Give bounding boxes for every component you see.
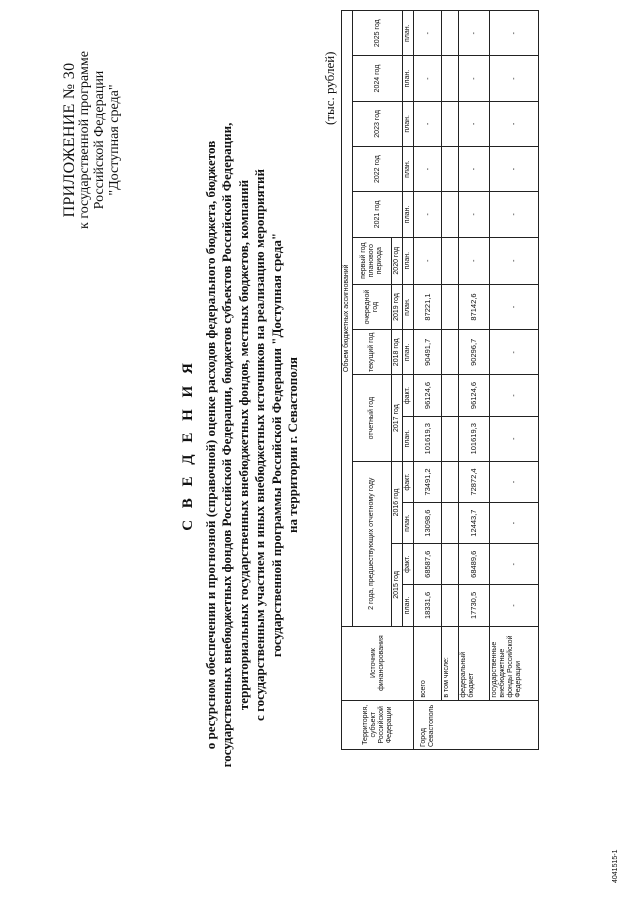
heading-line: на территории г. Севастополя (285, 357, 300, 533)
cell-value: 101619,3 (459, 416, 490, 461)
cell-value: - (490, 585, 539, 626)
units-label: (тыс. рублей) (322, 51, 337, 125)
cell-value: 73491,2 (414, 461, 442, 502)
header-fact: факт. (403, 544, 414, 585)
header-year-2017: 2017 год (392, 375, 403, 461)
header-next-year: очередной год (353, 284, 392, 329)
header-year-2015: 2015 год (392, 544, 403, 626)
row-source: в том числе: (442, 626, 459, 700)
header-plan: план. (403, 284, 414, 329)
header-fact: факт. (403, 375, 414, 416)
appendix-block (62, 15, 122, 265)
header-plan: план. (403, 146, 414, 191)
cell-value: 96124,6 (414, 375, 442, 416)
cell-value: - (459, 146, 490, 191)
cell-value: - (490, 56, 539, 101)
table-row (414, 11, 442, 750)
cell-value: - (490, 101, 539, 146)
budget-table (341, 10, 539, 750)
document-heading (180, 85, 302, 805)
cell-value: 68587,6 (414, 544, 442, 585)
cell-value: - (414, 237, 442, 284)
cell-value: 101619,3 (414, 416, 442, 461)
header-first-plan-year: первый год планового периода (353, 237, 392, 284)
cell-value: 87221,1 (414, 284, 442, 329)
appendix-line-2: Российской Федерации (92, 70, 107, 210)
cell-value: - (490, 237, 539, 284)
header-plan: план. (403, 11, 414, 56)
appendix-line-3: "Доступная среда" (107, 84, 122, 196)
cell-value: - (490, 146, 539, 191)
cell-value: 87142,6 (459, 284, 490, 329)
header-2023: 2023 год (353, 101, 403, 146)
cell-value (442, 192, 459, 237)
cell-value: - (490, 503, 539, 544)
cell-value (442, 330, 459, 375)
cell-value: - (490, 375, 539, 416)
header-2024: 2024 год (353, 56, 403, 101)
header-row-1 (342, 11, 353, 750)
cell-value: - (490, 284, 539, 329)
header-current-year: текущий год (353, 330, 392, 375)
header-plan: план. (403, 416, 414, 461)
cell-value (442, 375, 459, 416)
header-plan: план. (403, 585, 414, 626)
header-volume: Объем бюджетных ассигнований (342, 11, 353, 627)
header-plan: план. (403, 237, 414, 284)
header-year-2020: 2020 год (392, 237, 403, 284)
cell-value (442, 11, 459, 56)
header-fact: факт. (403, 461, 414, 502)
header-two-years-before: 2 года, предшествующих отчетному году (353, 461, 392, 626)
cell-value: - (414, 146, 442, 191)
header-plan: план. (403, 503, 414, 544)
cell-value: - (490, 461, 539, 502)
heading-line: государственных внебюджетных фондов Российской Федерации, бюджетов субъектов Российской Федерации, (219, 122, 234, 768)
cell-value: 90491,7 (414, 330, 442, 375)
header-2025: 2025 год (353, 11, 403, 56)
cell-value (442, 585, 459, 626)
heading-line: с государственным участием и иных внебюджетных источников на реализацию мероприятий (252, 169, 267, 721)
cell-value (442, 284, 459, 329)
row-source: федеральный бюджет (459, 626, 490, 700)
header-plan: план. (403, 192, 414, 237)
cell-value: - (459, 56, 490, 101)
cell-value: 13098,6 (414, 503, 442, 544)
cell-value (442, 56, 459, 101)
header-year-2018: 2018 год (392, 330, 403, 375)
territory-cell: Город Севастополь (414, 700, 539, 749)
cell-value: 72872,4 (459, 461, 490, 502)
cell-value: - (459, 11, 490, 56)
heading-title: С В Е Д Е Н И Я (180, 359, 196, 531)
cell-value (442, 544, 459, 585)
cell-value: - (459, 237, 490, 284)
cell-value: 18331,6 (414, 585, 442, 626)
cell-value: - (414, 101, 442, 146)
table-row (442, 11, 459, 750)
heading-line: о ресурсном обеспечении и прогнозной (справочной) оценке расходов федерального бюджета, бюджетов (202, 140, 218, 750)
cell-value: - (414, 192, 442, 237)
cell-value: - (459, 101, 490, 146)
cell-value (442, 461, 459, 502)
cell-value: - (490, 416, 539, 461)
header-plan: план. (403, 56, 414, 101)
header-plan: план. (403, 101, 414, 146)
header-year-2019: 2019 год (392, 284, 403, 329)
cell-value (442, 101, 459, 146)
table-row (459, 11, 490, 750)
row-source: всего (414, 626, 442, 700)
table-row (490, 11, 539, 750)
header-plan: план. (403, 330, 414, 375)
cell-value: - (414, 11, 442, 56)
cell-value: 12443,7 (459, 503, 490, 544)
cell-value: 96124,6 (459, 375, 490, 416)
header-year-2016: 2016 год (392, 461, 403, 543)
document-code: 4041515-1 (612, 849, 619, 883)
header-2022: 2022 год (353, 146, 403, 191)
heading-line: территориальных государственных внебюджетных фондов, местных бюджетов, компаний (235, 179, 251, 711)
cell-value: - (459, 192, 490, 237)
appendix-line-1: к государственной программе (77, 51, 92, 229)
cell-value: 68489,6 (459, 544, 490, 585)
header-2021: 2021 год (353, 192, 403, 237)
cell-value (442, 416, 459, 461)
cell-value: - (490, 11, 539, 56)
appendix-number: ПРИЛОЖЕНИЕ № 30 (61, 62, 78, 218)
cell-value (442, 503, 459, 544)
header-territory: Территория, субъект Российской Федерации (342, 700, 414, 749)
cell-value: - (414, 56, 442, 101)
cell-value: 90296,7 (459, 330, 490, 375)
row-source: государственные внебюджетные фонды Российской Федерации (490, 626, 539, 700)
cell-value (442, 237, 459, 284)
cell-value (442, 146, 459, 191)
cell-value: 17730,5 (459, 585, 490, 626)
header-source: Источник финансирования (342, 626, 414, 700)
cell-value: - (490, 330, 539, 375)
cell-value: - (490, 192, 539, 237)
header-report-year: отчетный год (353, 375, 392, 461)
cell-value: - (490, 544, 539, 585)
heading-line: государственной программы Российской Федерации "Доступная среда" (268, 232, 284, 658)
